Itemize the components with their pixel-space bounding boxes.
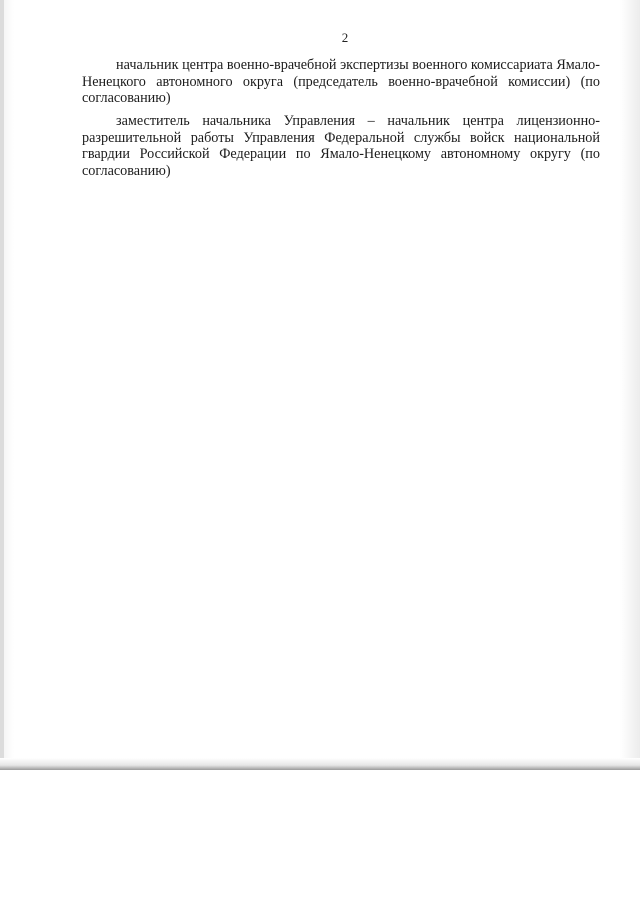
entry-paragraph: начальник центра военно-врачебной экспертизы военного комиссариата Ямало-Ненецкого автономного округа (председатель военно-врачебной комиссии) (по согласованию) (82, 57, 600, 106)
scan-left-edge (0, 0, 4, 770)
scan-bottom-edge (0, 758, 640, 770)
page-number: 2 (341, 30, 349, 45)
entry-paragraph: заместитель начальника Управления – начальник центра лицензионно-разрешительной работы Управления Федеральной службы войск национальной гвардии Российской Федерации по Ямало-Ненецкому автономному округу (по согласованию) (82, 113, 600, 179)
